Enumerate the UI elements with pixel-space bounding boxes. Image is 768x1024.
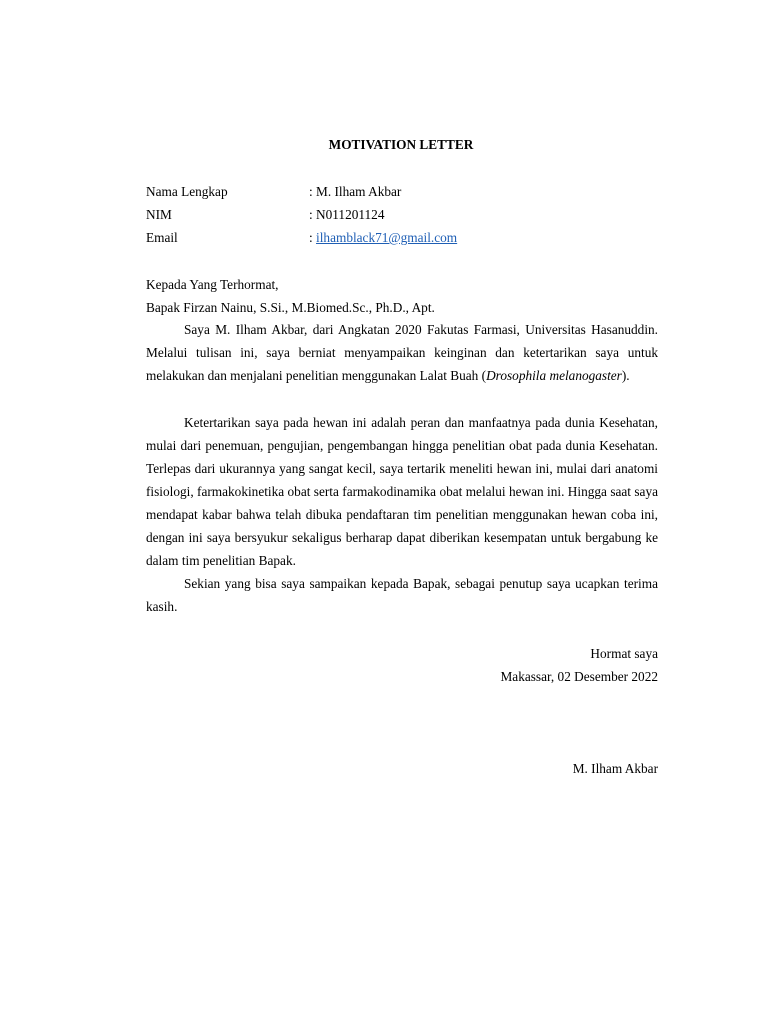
- nim-label: NIM: [146, 207, 172, 222]
- name-label: Nama Lengkap: [146, 184, 228, 199]
- place-date: Makassar, 02 Desember 2022: [500, 669, 658, 684]
- name-row: [146, 183, 666, 200]
- paragraph-intro-text: Saya M. Ilham Akbar, dari Angkatan 2020 Fakutas Farmasi, Universitas Hasanuddin. Melalui tulisan ini, saya berniat menyampaikan keinginan dan ketertarikan saya untuk melakukan dan menjalani penelitian menggunakan Lalat Buah (: [146, 322, 658, 383]
- email-prefix: :: [309, 230, 317, 245]
- nim-value: : N011201124: [309, 207, 385, 222]
- email-link[interactable]: ilhamblack71@gmail.com: [316, 230, 458, 245]
- paragraph-intro-end: ).: [621, 368, 630, 383]
- paragraph-closing: Sekian yang bisa saya sampaikan kepada Bapak, sebagai penutup saya ucapkan terima kasih.: [146, 576, 658, 614]
- name-value: : M. Ilham Akbar: [309, 184, 402, 199]
- recipient: Bapak Firzan Nainu, S.Si., M.Biomed.Sc., Ph.D., Apt.: [146, 300, 435, 315]
- salutation: Kepada Yang Terhormat,: [146, 277, 279, 292]
- letter-title: MOTIVATION LETTER: [328, 137, 474, 152]
- email-row: [146, 229, 666, 246]
- species-name: Drosophila melanogaster: [486, 368, 622, 383]
- signature-name: M. Ilham Akbar: [572, 761, 658, 776]
- email-value-wrapper: [309, 229, 457, 246]
- nim-row: [146, 206, 666, 223]
- paragraph-intro: [146, 318, 658, 387]
- email-label: Email: [146, 230, 178, 245]
- paragraph-interest: Ketertarikan saya pada hewan ini adalah peran dan manfaatnya pada dunia Kesehatan, mulai dari penemuan, pengujian, pengembangan hingga penelitian obat pada dunia Kesehatan. Terlepas dari ukurannya yang sangat kecil, saya tertarik meneliti hewan ini, mulai dari anatomi fisiologi, farmakokinetika obat serta farmakodinamika obat melalui hewan ini. Hingga saat saya mendapat kabar bahwa telah dibuka pendaftaran tim penelitian menggunakan hewan coba ini, dengan ini saya bersyukur sekaligus berharap dapat diberikan kesempatan untuk bergabung ke dalam tim penelitian Bapak.: [146, 415, 658, 568]
- regards: Hormat saya: [590, 646, 658, 661]
